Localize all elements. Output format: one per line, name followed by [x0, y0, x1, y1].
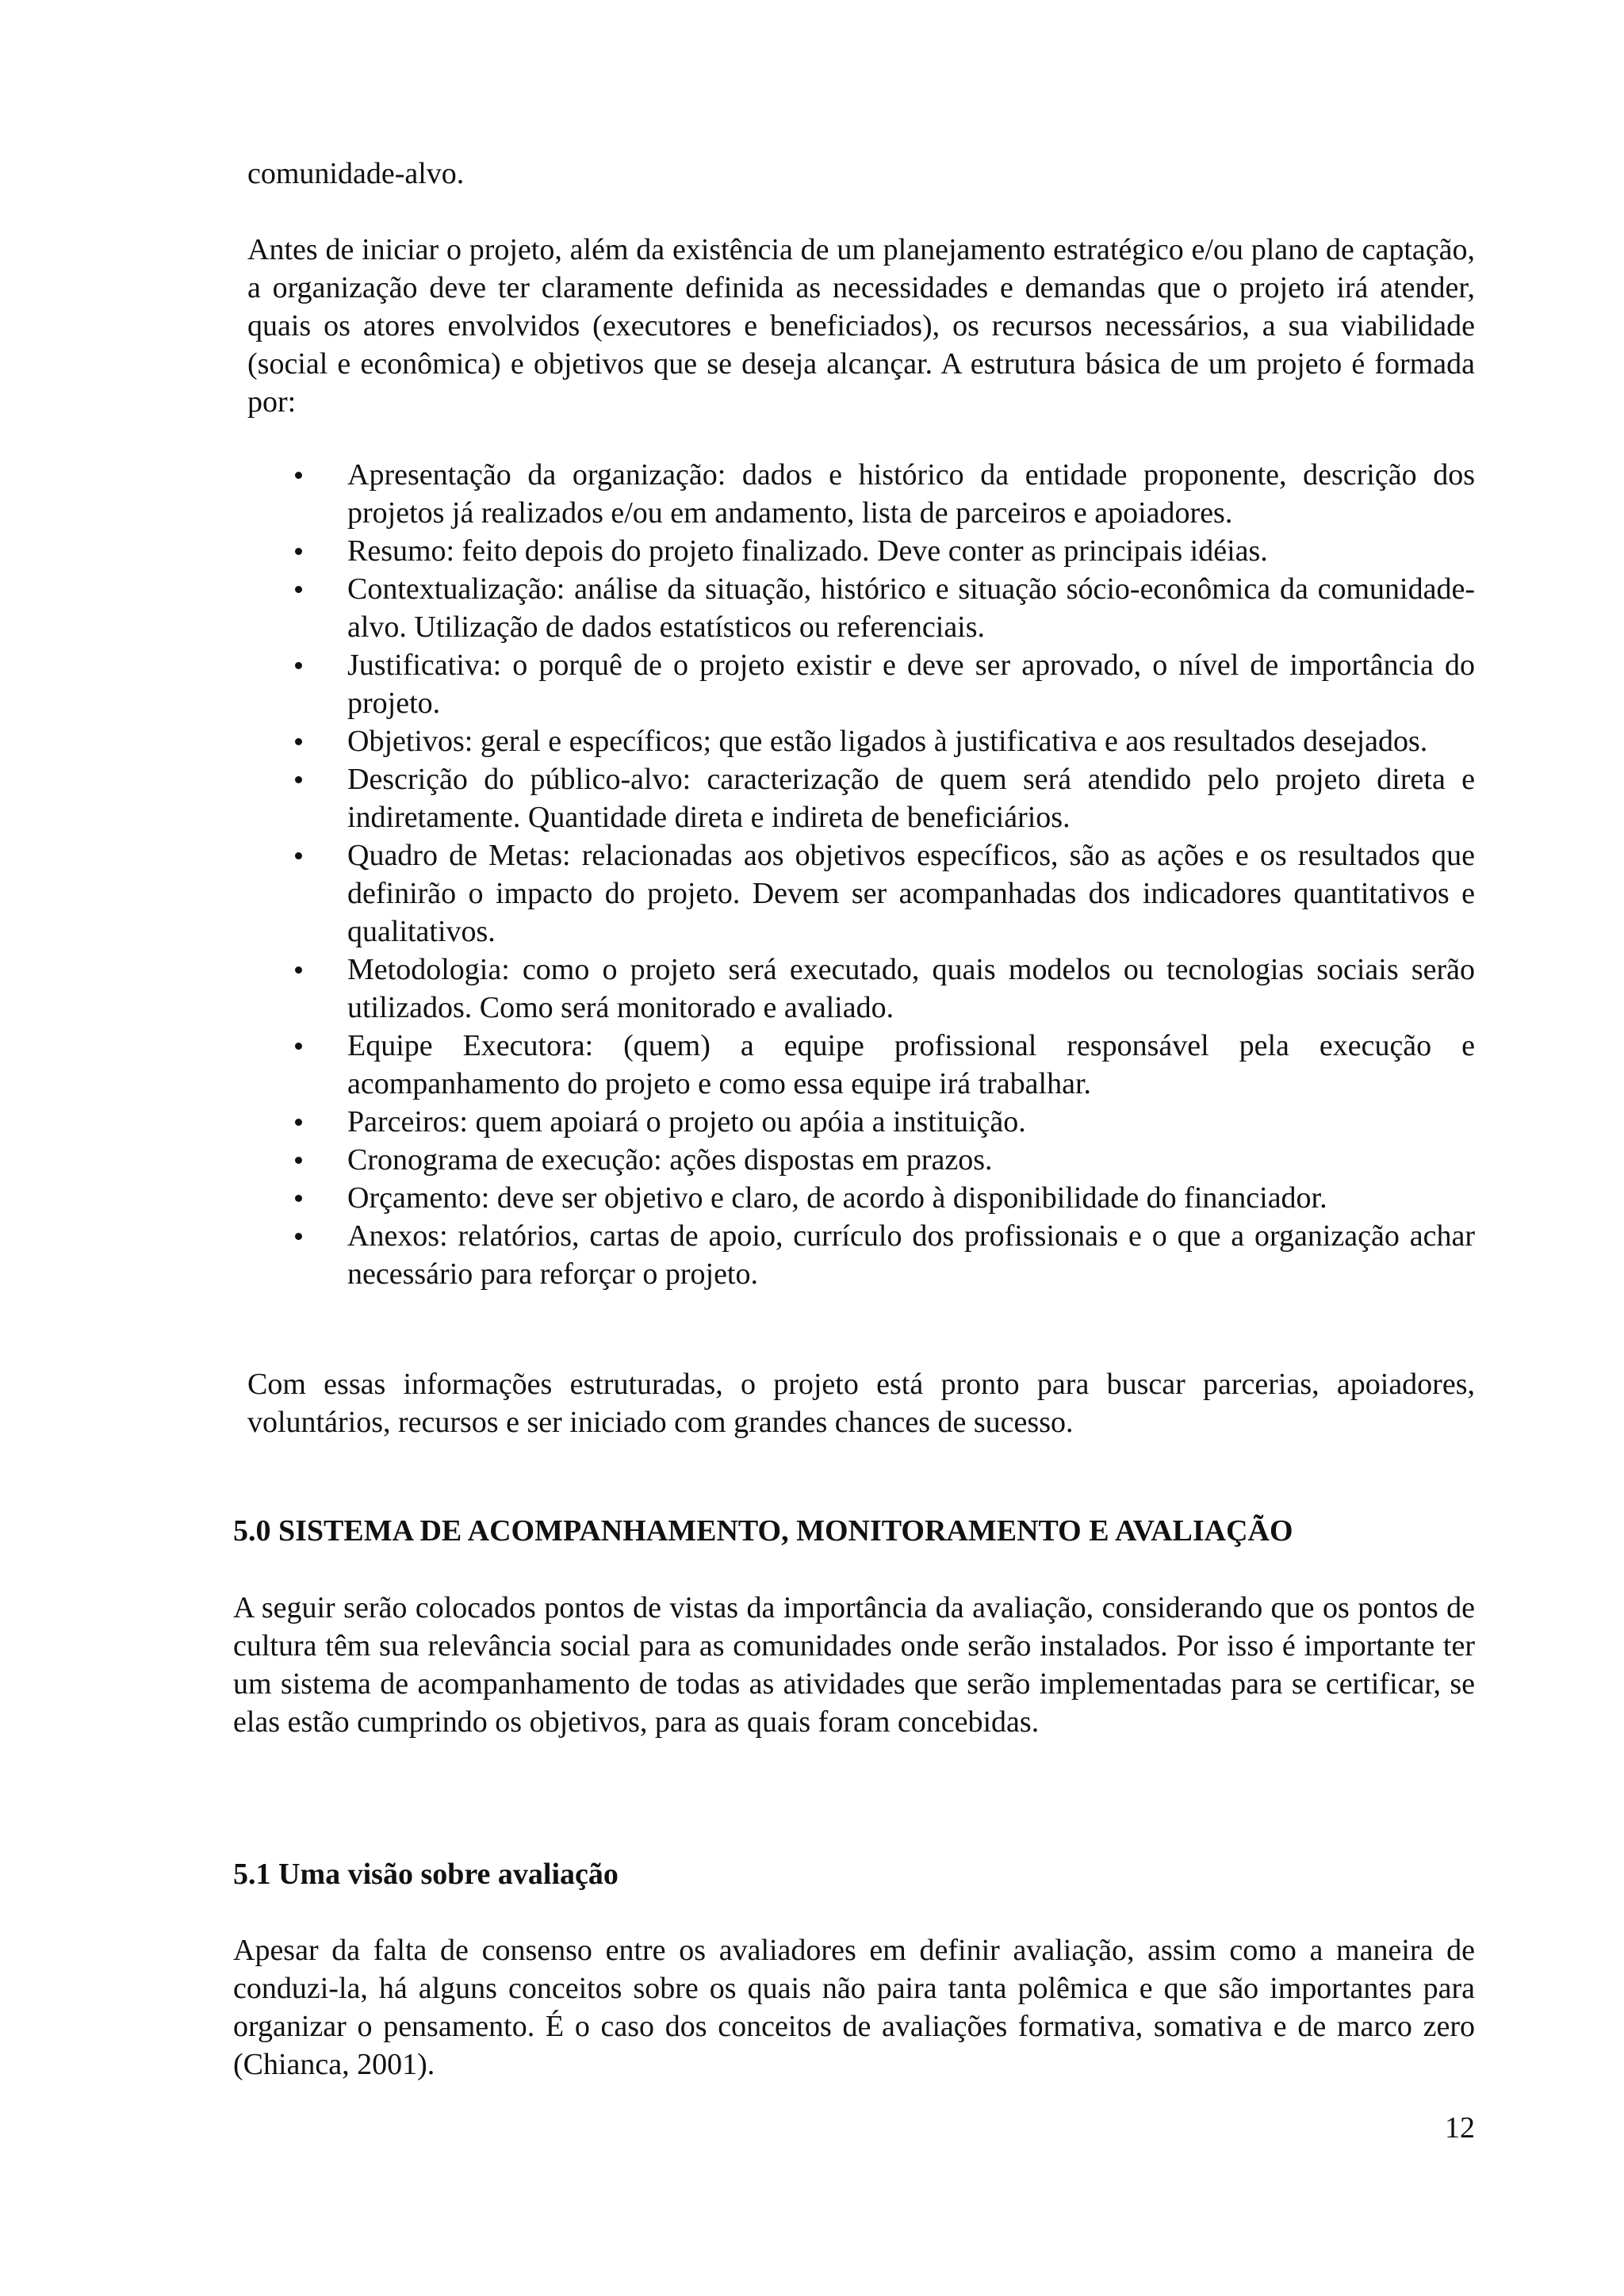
bullet-icon — [295, 662, 302, 669]
bullet-icon — [295, 966, 302, 974]
list-item: Apresentação da organização: dados e histórico da entidade proponente, descrição dos projetos já realizados e/ou em andamento, lista de parceiros e apoiadores. — [247, 456, 1475, 532]
bullet-icon — [295, 586, 302, 593]
bullet-icon — [295, 1157, 302, 1164]
list-item: Orçamento: deve ser objetivo e claro, de acordo à disponibilidade do financiador. — [247, 1179, 1475, 1217]
list-item: Resumo: feito depois do projeto finalizado. Deve conter as principais idéias. — [247, 532, 1475, 570]
bullet-icon — [295, 738, 302, 745]
paragraph-evaluation-concepts: Apesar da falta de consenso entre os avaliadores em definir avaliação, assim como a maneira de conduzi-la, há alguns conceitos sobre os quais não paira tanta polêmica e que são importantes para organizar o pensamento. É o caso dos conceitos de avaliações formativa, somativa e de marco zero (Chianca, 2001). — [233, 1934, 1475, 2081]
list-item: Objetivos: geral e específicos; que estão ligados à justificativa e aos resultados desejados. — [247, 722, 1475, 760]
paragraph-structure-intro: Antes de iniciar o projeto, além da existência de um planejamento estratégico e/ou plano de captação, a organização deve ter claramente definida as necessidades e demandas que o projeto irá atender, quais os atores envolvidos (executores e beneficiados), os recursos necessários, a sua viabilidade (social e econômica) e objetivos que se deseja alcançar. A estrutura básica de um projeto é formada por: — [247, 233, 1475, 419]
list-item: Parceiros: quem apoiará o projeto ou apóia a instituição. — [247, 1103, 1475, 1141]
list-item: Metodologia: como o projeto será executado, quais modelos ou tecnologias sociais serão utilizados. Como será monitorado e avaliado. — [247, 951, 1475, 1027]
paragraph-evaluation-intro: A seguir serão colocados pontos de vistas da importância da avaliação, considerando que os pontos de cultura têm sua relevância social para as comunidades onde serão instalados. Por isso é importante ter um sistema de acompanhamento de todas as atividades que serão implementadas para se certificar, se elas estão cumprindo os objetivos, para as quais foram concebidas. — [233, 1591, 1475, 1739]
bullet-icon — [295, 1195, 302, 1202]
bullet-icon — [295, 852, 302, 859]
list-item: Quadro de Metas: relacionadas aos objetivos específicos, são as ações e os resultados que definirão o impacto do projeto. Devem ser acompanhadas dos indicadores quantitativos e qualitativos. — [247, 836, 1475, 951]
list-item: Justificativa: o porquê de o projeto existir e deve ser aprovado, o nível de importância do projeto. — [247, 646, 1475, 722]
bullet-icon — [295, 472, 302, 479]
bullet-icon — [295, 1119, 302, 1126]
project-structure-list — [247, 456, 1475, 1293]
bullet-icon — [295, 1233, 302, 1240]
paragraph-conclusion: Com essas informações estruturadas, o projeto está pronto para buscar parcerias, apoiadores, voluntários, recursos e ser iniciado com grandes chances de sucesso. — [247, 1368, 1475, 1439]
list-item: Contextualização: análise da situação, histórico e situação sócio-econômica da comunidade-alvo. Utilização de dados estatísticos ou referenciais. — [247, 570, 1475, 646]
section-heading-5-0: 5.0 SISTEMA DE ACOMPANHAMENTO, MONITORAMENTO E AVALIAÇÃO — [233, 1514, 1293, 1548]
page-number: 12 — [1445, 2111, 1475, 2145]
list-item: Anexos: relatórios, cartas de apoio, currículo dos profissionais e o que a organização achar necessário para reforçar o projeto. — [247, 1217, 1475, 1293]
list-item: Descrição do público-alvo: caracterização de quem será atendido pelo projeto direta e indiretamente. Quantidade direta e indireta de beneficiários. — [247, 760, 1475, 836]
bullet-icon — [295, 1043, 302, 1050]
list-item: Equipe Executora: (quem) a equipe profissional responsável pela execução e acompanhamento do projeto e como essa equipe irá trabalhar. — [247, 1027, 1475, 1103]
section-heading-5-1: 5.1 Uma visão sobre avaliação — [233, 1858, 619, 1891]
list-item: Cronograma de execução: ações dispostas em prazos. — [247, 1141, 1475, 1179]
bullet-icon — [295, 776, 302, 783]
bullet-icon — [295, 548, 302, 555]
intro-line: comunidade-alvo. — [247, 157, 465, 190]
